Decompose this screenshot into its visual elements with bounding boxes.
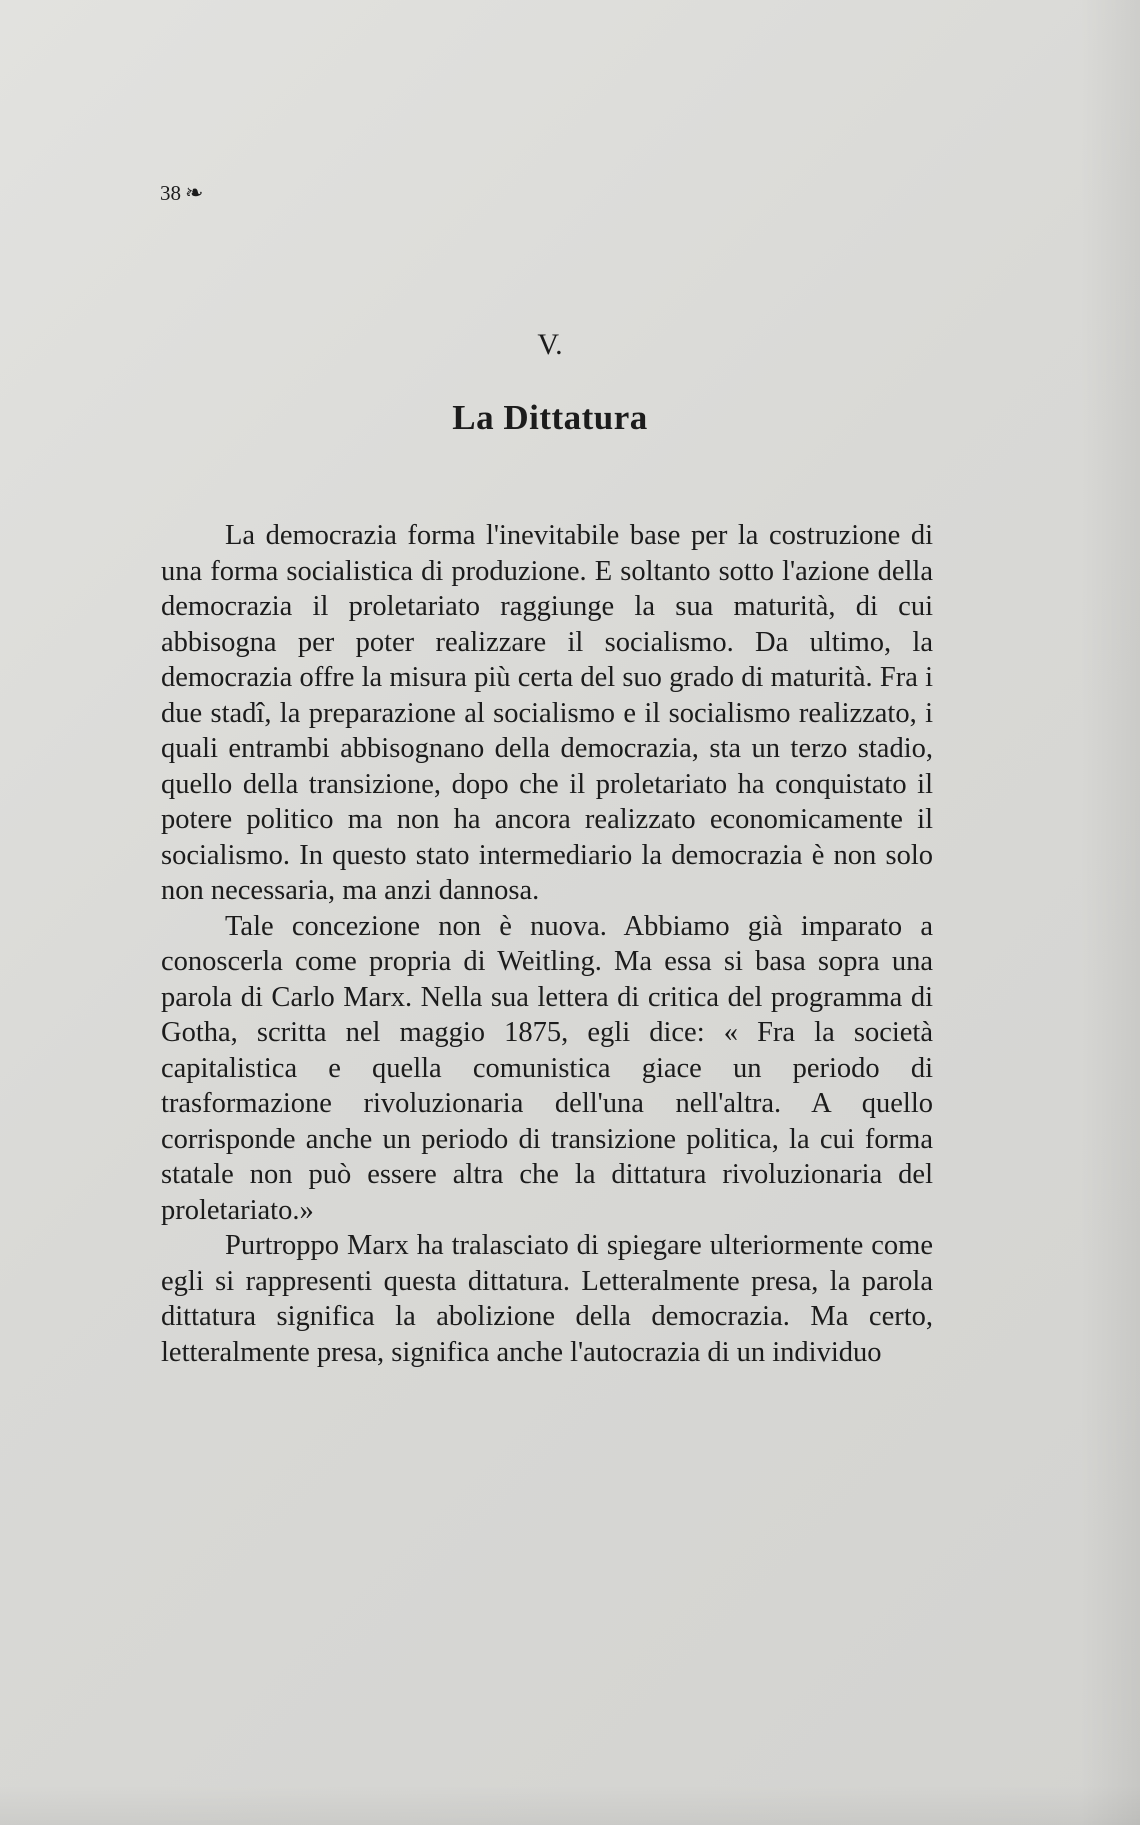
page-number-line (160, 180, 203, 206)
paragraph-1: La democrazia forma l'inevitabile base per la costruzione di una forma socialistica di produzione. E soltanto sotto l'azione della democrazia il proletariato raggiunge la sua maturità, di cui abbisogna per poter realizzare il socialismo. Da ultimo, la democrazia offre la misura più certa del suo grado di maturità. Fra i due stadî, la preparazione al socialismo e il socialismo realizzato, i quali entrambi abbisognano della democrazia, sta un terzo stadio, quello della transizione, dopo che il proletariato ha conquistato il potere politico ma non ha ancora realizzato economicamente il socialismo. In questo stato intermediario la democrazia è non solo non necessaria, ma anzi dannosa. (161, 520, 933, 906)
chapter-title: La Dittatura (452, 398, 648, 437)
page-bottom-shadow (0, 1785, 1140, 1825)
page-number: 38 (160, 181, 181, 205)
paragraph-3: Purtroppo Marx ha tralasciato di spiegare ulteriormente come egli si rappresenti questa dittatura. Letteralmente presa, la parola dittatura significa la abolizione della democrazia. Ma certo, letteralmente presa, significa anche l'autocrazia di un individuo (161, 1230, 933, 1368)
page-edge-shadow (1080, 0, 1140, 1825)
paragraph-2: Tale concezione non è nuova. Abbiamo già imparato a conoscerla come propria di Weitling. Ma essa si basa sopra una parola di Carlo Marx. Nella sua lettera di critica del programma di Gotha, scritta nel maggio 1875, egli dice: « Fra la società capitalistica e quella comunistica giace un periodo di trasformazione rivoluzionaria dell'una nell'altra. A quello corrisponde anche un periodo di transizione politica, la cui forma statale non può essere altra che la dittatura rivoluzionaria del proletariato.» (161, 910, 933, 1226)
body-text (161, 518, 933, 1370)
fleuron-ornament-icon: ❧ (185, 180, 204, 205)
chapter-number: V. (537, 328, 563, 361)
